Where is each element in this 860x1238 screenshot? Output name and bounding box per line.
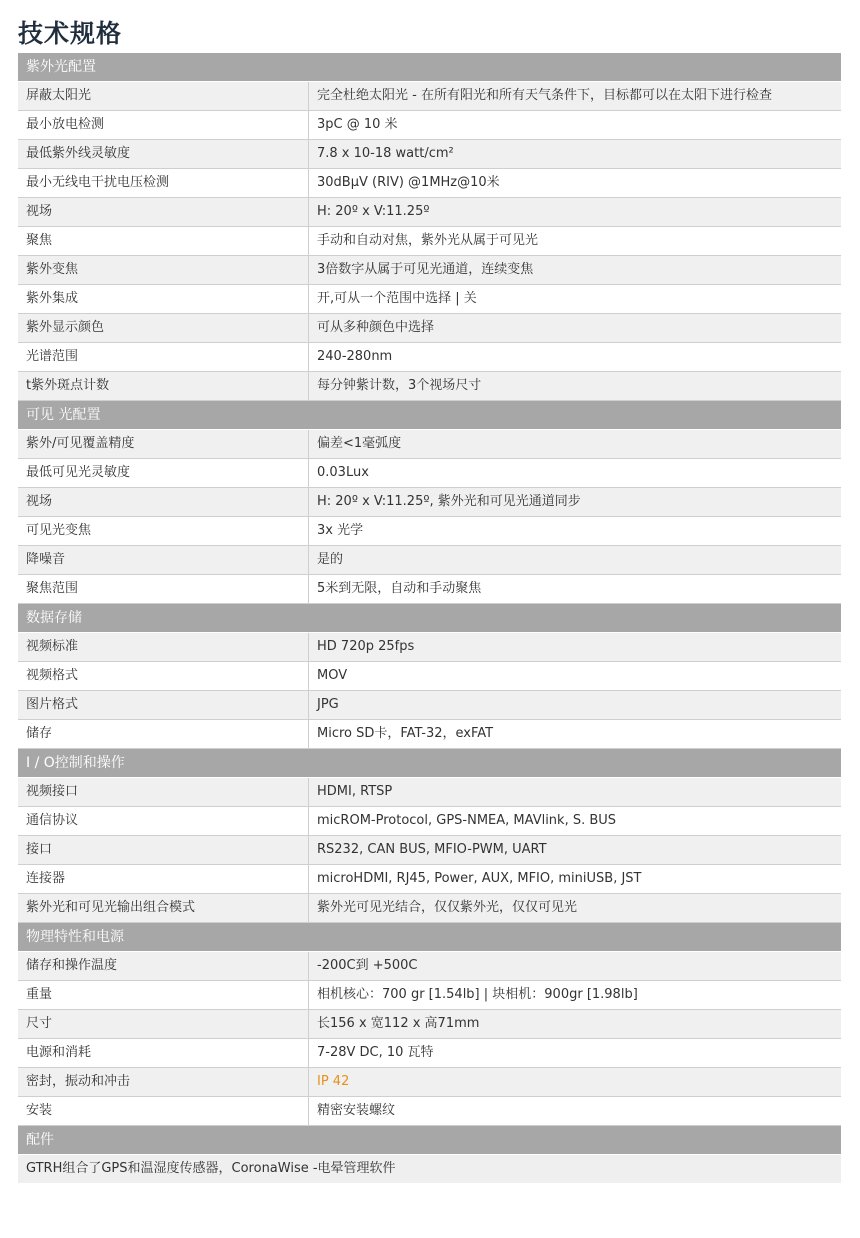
- section-header: 数据存储: [18, 604, 841, 633]
- spec-row: [18, 546, 841, 575]
- spec-value: 是的: [317, 552, 344, 567]
- spec-label: 视频标准: [18, 633, 309, 661]
- spec-row: [18, 140, 841, 169]
- spec-row: [18, 82, 841, 111]
- spec-label: 视频格式: [18, 662, 309, 690]
- spec-label: 电源和消耗: [18, 1039, 309, 1067]
- spec-row: [18, 169, 841, 198]
- spec-label: 聚焦范围: [18, 575, 309, 603]
- spec-row: [18, 372, 841, 401]
- spec-row: [18, 981, 841, 1010]
- spec-value: -200C到 +500C: [317, 958, 418, 973]
- spec-value: 0.03Lux: [317, 465, 369, 480]
- spec-value: 相机核心：700 gr [1.54lb] | 块相机：900gr [1.98lb]: [317, 987, 638, 1002]
- spec-row: [18, 517, 841, 546]
- spec-label: 储存和操作温度: [18, 952, 309, 980]
- spec-value: 完全杜绝太阳光 - 在所有阳光和所有天气条件下，目标都可以在太阳下进行检查: [317, 88, 772, 103]
- spec-row: [18, 807, 841, 836]
- spec-value: 精密安装螺纹: [317, 1103, 396, 1118]
- spec-label: 视场: [18, 488, 309, 516]
- spec-value: JPG: [317, 697, 339, 712]
- section-header: 可见 光配置: [18, 401, 841, 430]
- accessories-text: GTRH组合了GPS和温湿度传感器，CoronaWise -电晕管理软件: [18, 1155, 841, 1183]
- spec-row: [18, 314, 841, 343]
- spec-value: 每分钟紫计数，3个视场尺寸: [317, 378, 482, 393]
- spec-value: 长156 x 宽112 x 高71mm: [317, 1016, 480, 1031]
- spec-value: 3pC @ 10 米: [317, 117, 398, 132]
- spec-label: 接口: [18, 836, 309, 864]
- spec-value: 3x 光学: [317, 523, 364, 538]
- spec-value: Micro SD卡，FAT-32，exFAT: [317, 726, 494, 741]
- spec-label: 最小放电检测: [18, 111, 309, 139]
- spec-label: 储存: [18, 720, 309, 748]
- spec-label: 紫外变焦: [18, 256, 309, 284]
- spec-label: 通信协议: [18, 807, 309, 835]
- spec-value: IP 42: [317, 1074, 350, 1089]
- spec-value: 偏差<1毫弧度: [317, 436, 402, 451]
- spec-row: [18, 459, 841, 488]
- spec-label: 图片格式: [18, 691, 309, 719]
- spec-row: [18, 227, 841, 256]
- spec-row: [18, 256, 841, 285]
- spec-value: 开,可从一个范围中选择 | 关: [317, 291, 477, 306]
- spec-row: [18, 778, 841, 807]
- spec-label: 聚焦: [18, 227, 309, 255]
- spec-value: H: 20º x V:11.25º: [317, 204, 430, 219]
- spec-value: HD 720p 25fps: [317, 639, 415, 654]
- spec-label: 紫外/可见覆盖精度: [18, 430, 309, 458]
- spec-row: [18, 865, 841, 894]
- spec-row: [18, 111, 841, 140]
- spec-value: microHDMI, RJ45, Power, AUX, MFIO, miniUSB, JST: [317, 871, 642, 886]
- spec-row: [18, 1039, 841, 1068]
- spec-label: 紫外显示颜色: [18, 314, 309, 342]
- spec-row: [18, 952, 841, 981]
- spec-label: 安装: [18, 1097, 309, 1125]
- spec-label: 最小无线电干扰电压检测: [18, 169, 309, 197]
- spec-row: [18, 1010, 841, 1039]
- section-header: I / O控制和操作: [18, 749, 841, 778]
- spec-value: 7-28V DC, 10 瓦特: [317, 1045, 434, 1060]
- spec-value: 7.8 x 10-18 watt/cm²: [317, 146, 454, 161]
- spec-value: H: 20º x V:11.25º, 紫外光和可见光通道同步: [317, 494, 581, 509]
- spec-value: 240-280nm: [317, 349, 393, 364]
- spec-label: 连接器: [18, 865, 309, 893]
- spec-value: 30dBμV (RIV) @1MHz@10米: [317, 175, 500, 190]
- spec-label: 尺寸: [18, 1010, 309, 1038]
- page-title: 技术规格: [18, 19, 123, 48]
- spec-label: 重量: [18, 981, 309, 1009]
- spec-label: 紫外光和可见光输出组合模式: [18, 894, 309, 922]
- spec-label: 密封，振动和冲击: [18, 1068, 309, 1096]
- spec-label: 可见光变焦: [18, 517, 309, 545]
- spec-value: MOV: [317, 668, 348, 683]
- accessories-header: 配件: [18, 1126, 841, 1155]
- spec-row: [18, 691, 841, 720]
- spec-row: [18, 836, 841, 865]
- section-header: 物理特性和电源: [18, 923, 841, 952]
- spec-row: [18, 575, 841, 604]
- spec-row: [18, 1068, 841, 1097]
- spec-label: 视场: [18, 198, 309, 226]
- spec-row: [18, 488, 841, 517]
- spec-value: micROM-Protocol, GPS-NMEA, MAVlink, S. BUS: [317, 813, 617, 828]
- spec-value: HDMI, RTSP: [317, 784, 393, 799]
- spec-value: RS232, CAN BUS, MFIO-PWM, UART: [317, 842, 547, 857]
- spec-label: 屏蔽太阳光: [18, 82, 309, 110]
- spec-label: 视频接口: [18, 778, 309, 806]
- spec-row: [18, 343, 841, 372]
- spec-row: [18, 198, 841, 227]
- spec-row: [18, 430, 841, 459]
- spec-label: 最低紫外线灵敏度: [18, 140, 309, 168]
- spec-table: [18, 53, 841, 1183]
- spec-value: 紫外光可见光结合，仅仅紫外光，仅仅可见光: [317, 900, 578, 915]
- spec-value: 5米到无限，自动和手动聚焦: [317, 581, 482, 596]
- spec-label: t紫外斑点计数: [18, 372, 309, 400]
- section-header: 紫外光配置: [18, 53, 841, 82]
- spec-row: [18, 285, 841, 314]
- spec-value: 可从多种颜色中选择: [317, 320, 435, 335]
- spec-label: 光谱范围: [18, 343, 309, 371]
- spec-row: [18, 720, 841, 749]
- spec-row: [18, 1097, 841, 1126]
- spec-value: 手动和自动对焦，紫外光从属于可见光: [317, 233, 539, 248]
- spec-label: 降噪音: [18, 546, 309, 574]
- spec-row: [18, 633, 841, 662]
- spec-row: [18, 662, 841, 691]
- spec-value: 3倍数字从属于可见光通道，连续变焦: [317, 262, 534, 277]
- spec-row: [18, 894, 841, 923]
- spec-label: 最低可见光灵敏度: [18, 459, 309, 487]
- spec-label: 紫外集成: [18, 285, 309, 313]
